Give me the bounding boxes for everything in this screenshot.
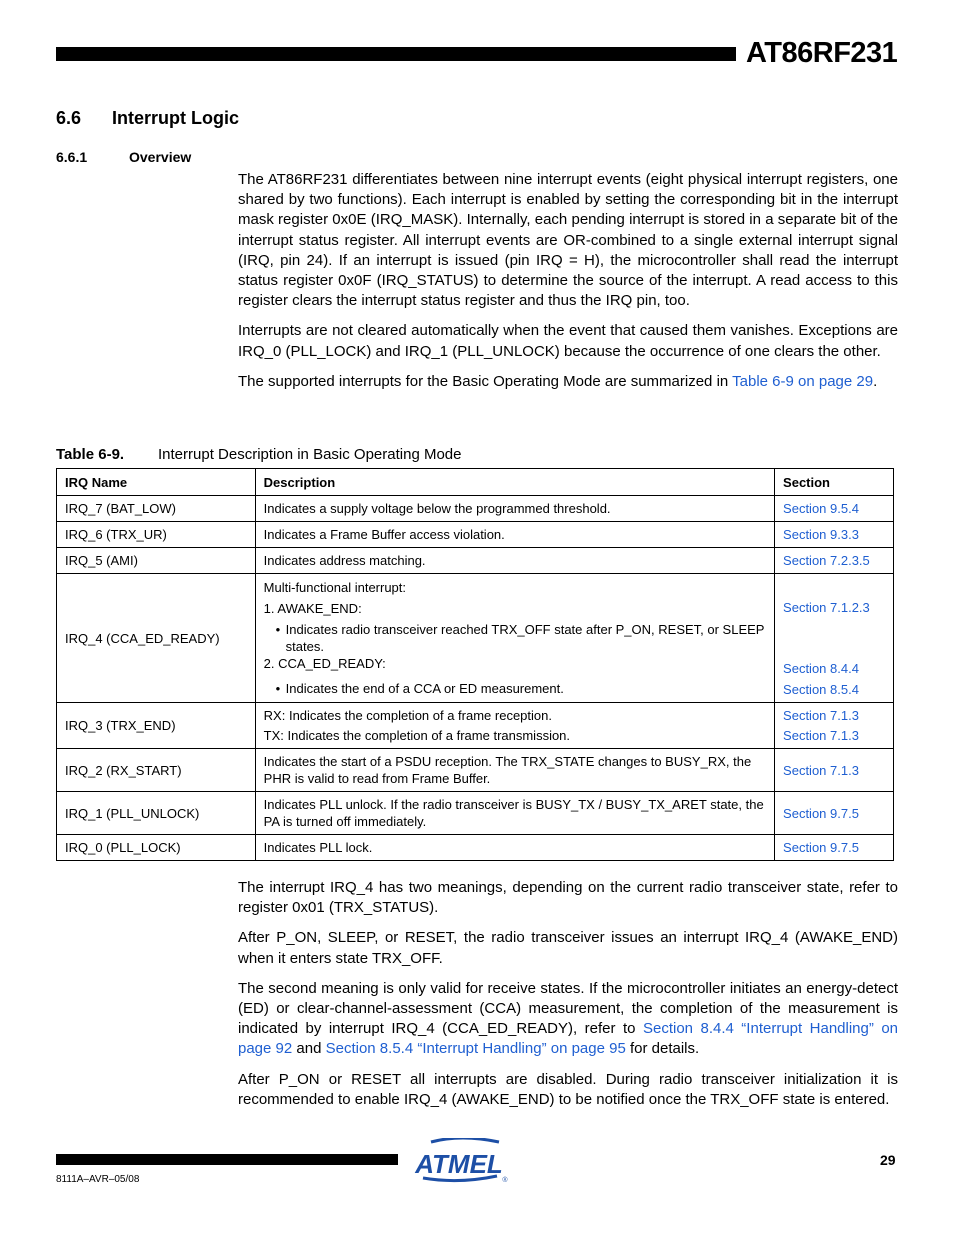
table-row bbox=[57, 522, 894, 548]
irq4-text bbox=[238, 878, 898, 1120]
subsection-heading bbox=[56, 148, 191, 166]
section-heading bbox=[56, 106, 239, 130]
footer-rule bbox=[56, 1154, 398, 1165]
bullet-item: • Indicates radio transceiver reached TRX_OFF state after P_ON, RESET, or SLEEP states. bbox=[275, 622, 765, 654]
table-row bbox=[57, 574, 894, 703]
interrupt-table bbox=[56, 468, 894, 861]
paragraph: The second meaning is only valid for receive states. If the microcontroller initiates an energy-detect (ED) or clear-channel-assessment (CCA) measurement, the completion of the measurement is indicated by interrupt IRQ_4 (CCA_ED_READY), refer to Section 8.4.4 “Interrupt Handling” on page 92 and Section 8.5.4 “Interrupt Handling” on page 95 for details. bbox=[238, 979, 898, 1058]
registered-mark: ® bbox=[502, 1177, 508, 1184]
overview-text bbox=[238, 170, 898, 402]
section-link[interactable]: Section 9.7.5 bbox=[775, 792, 894, 835]
section-link[interactable]: Section 8.5.4 bbox=[783, 682, 859, 697]
column-header: IRQ Name bbox=[57, 469, 256, 496]
section-link[interactable]: Section 7.1.2.3 bbox=[783, 600, 870, 615]
table-caption bbox=[56, 445, 461, 465]
paragraph: The interrupt IRQ_4 has two meanings, depending on the current radio transceiver state, refer to register 0x01 (TRX_STATUS). bbox=[238, 879, 898, 917]
section-link[interactable]: Section 7.1.3 bbox=[775, 749, 894, 792]
irq-name-cell: IRQ_1 (PLL_UNLOCK) bbox=[57, 792, 256, 835]
table-label: Table 6-9. bbox=[56, 446, 125, 463]
atmel-logo bbox=[413, 1138, 509, 1184]
section-link[interactable]: Section 8.5.4 “Interrupt Handling” on page 95 bbox=[325, 1040, 626, 1058]
table-row bbox=[57, 496, 894, 522]
subsection-number: 6.6.1 bbox=[56, 149, 88, 165]
table-header-row bbox=[57, 469, 894, 496]
table-row bbox=[57, 548, 894, 574]
document-title: AT86RF231 bbox=[746, 37, 898, 69]
table-row bbox=[57, 835, 894, 861]
section-link[interactable]: Section 9.5.4 bbox=[775, 496, 894, 522]
irq-name-cell: IRQ_0 (PLL_LOCK) bbox=[57, 835, 256, 861]
logo-text: ATMEL bbox=[415, 1149, 503, 1179]
column-header: Description bbox=[255, 469, 774, 496]
description-cell: Multi-functional interrupt: 1. AWAKE_END: • Indicates radio transceiver reached TRX_OFF state after P_ON, RESET, or SLEEP states. 2. CCA_ED_READY: • Indicates the end of a CCA or ED measurement. bbox=[255, 574, 774, 703]
irq-name-cell: IRQ_6 (TRX_UR) bbox=[57, 522, 256, 548]
irq-name-cell: IRQ_5 (AMI) bbox=[57, 548, 256, 574]
table-row bbox=[57, 749, 894, 792]
section-link[interactable]: Section 7.1.3 bbox=[783, 708, 859, 723]
irq-name-cell: IRQ_7 (BAT_LOW) bbox=[57, 496, 256, 522]
table-link[interactable]: Table 6-9 on page 29 bbox=[732, 372, 874, 390]
paragraph: Interrupts are not cleared automatically when the event that caused them vanishes. Exceptions are IRQ_0 (PLL_LOCK) and IRQ_1 (PLL_UNLOCK) because the occurrence of one clears the other. bbox=[238, 322, 898, 360]
table-caption-text: Interrupt Description in Basic Operating Mode bbox=[158, 446, 462, 463]
section-link[interactable]: Section 8.4.4 bbox=[783, 661, 859, 676]
table-row bbox=[57, 703, 894, 749]
irq-name-cell: IRQ_2 (RX_START) bbox=[57, 749, 256, 792]
bullet-icon: • bbox=[275, 622, 281, 637]
section-link[interactable]: Section 7.1.3 bbox=[783, 728, 859, 743]
description-cell: Indicates a supply voltage below the programmed threshold. bbox=[255, 496, 774, 522]
section-link[interactable]: Section 9.3.3 bbox=[775, 522, 894, 548]
description-cell: Indicates a Frame Buffer access violation. bbox=[255, 522, 774, 548]
irq-name-cell: IRQ_3 (TRX_END) bbox=[57, 703, 256, 749]
paragraph: The AT86RF231 differentiates between nine interrupt events (eight physical interrupt registers, one shared by two functions). Each interrupt is enabled by setting the corresponding bit in the interrupt mask register 0x0E (IRQ_MASK). Internally, each pending interrupt is stored in a separate bit of the interrupt status register. All interrupt events are OR-combined to a single external interrupt signal (IRQ, pin 24). If an interrupt is issued (pin IRQ = H), the microcontroller shall read the interrupt status register 0x0F (IRQ_STATUS) to determine the source of the interrupt. A read access to this register clears the interrupt status register and thus the IRQ pin, too. bbox=[238, 171, 898, 310]
column-header: Section bbox=[775, 469, 894, 496]
description-cell: Indicates PLL unlock. If the radio transceiver is BUSY_TX / BUSY_TX_ARET state, the PA is turned off immediately. bbox=[255, 792, 774, 835]
section-link[interactable]: Section 8.4.4 “Interrupt Handling” on page 92 bbox=[238, 1020, 898, 1058]
section-link[interactable]: Section 9.7.5 bbox=[775, 835, 894, 861]
section-title: Interrupt Logic bbox=[112, 108, 239, 128]
section-number: 6.6 bbox=[56, 108, 82, 128]
paragraph: After P_ON, SLEEP, or RESET, the radio transceiver issues an interrupt IRQ_4 (AWAKE_END) when it enters state TRX_OFF. bbox=[238, 929, 898, 967]
paragraph: The supported interrupts for the Basic Operating Mode are summarized in Table 6-9 on page 29. bbox=[238, 372, 878, 390]
irq-name-cell: IRQ_4 (CCA_ED_READY) bbox=[57, 574, 256, 703]
paragraph: After P_ON or RESET all interrupts are disabled. During radio transceiver initialization it is recommended to enable IRQ_4 (AWAKE_END) to be notified once the TRX_OFF state is entered. bbox=[238, 1070, 898, 1108]
section-link[interactable]: Section 7.2.3.5 bbox=[775, 548, 894, 574]
table-row bbox=[57, 792, 894, 835]
document-id: 8111A–AVR–05/08 bbox=[56, 1174, 140, 1185]
bullet-item: • Indicates the end of a CCA or ED measurement. bbox=[275, 681, 564, 696]
subsection-title: Overview bbox=[129, 149, 192, 165]
section-cell bbox=[775, 574, 894, 703]
description-cell: Indicates PLL lock. bbox=[255, 835, 774, 861]
description-cell: Indicates address matching. bbox=[255, 548, 774, 574]
header-rule bbox=[56, 47, 736, 61]
description-cell: Indicates the start of a PSDU reception. The TRX_STATE changes to BUSY_RX, the PHR is valid to read from Frame Buffer. bbox=[255, 749, 774, 792]
description-cell: RX: Indicates the completion of a frame reception. TX: Indicates the completion of a frame transmission. bbox=[255, 703, 774, 749]
bullet-icon: • bbox=[275, 681, 281, 696]
page-number: 29 bbox=[880, 1152, 896, 1168]
section-cell bbox=[775, 703, 894, 749]
